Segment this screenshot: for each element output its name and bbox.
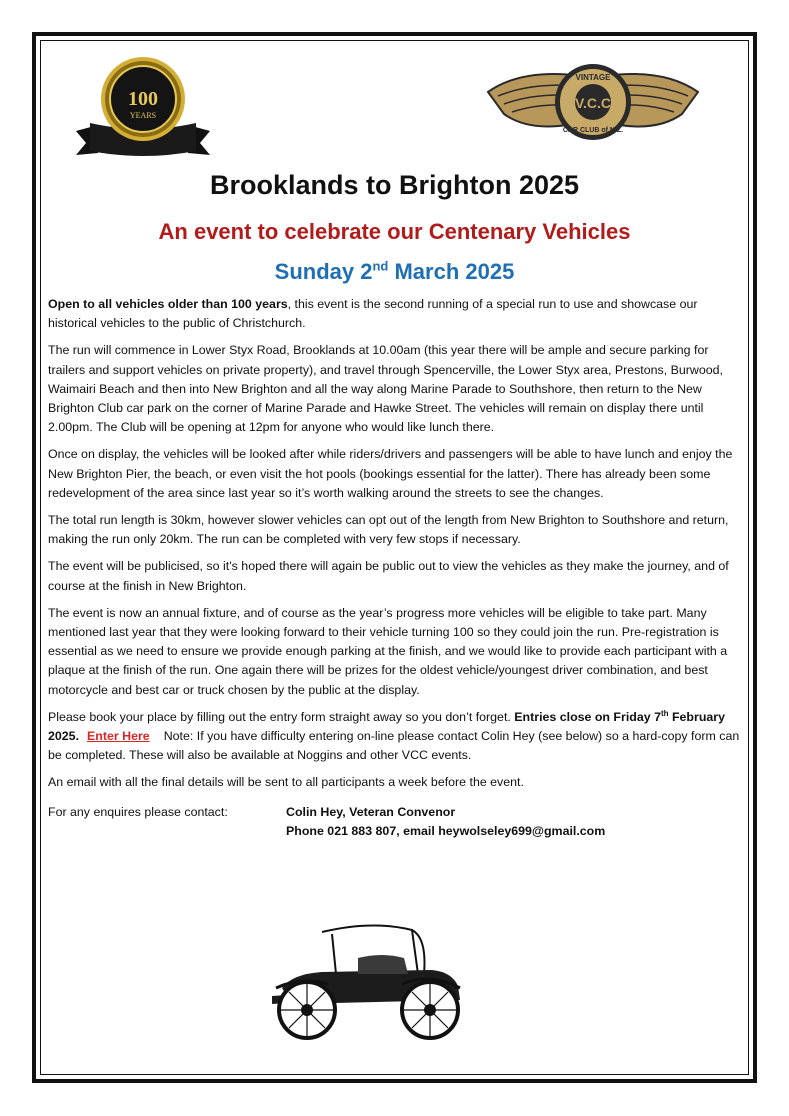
logo-top-text: VINTAGE bbox=[575, 73, 611, 82]
logo-bottom-text: CAR CLUB of N.Z. bbox=[562, 127, 624, 134]
paragraph-publicity: The event will be publicised, so it’s hoped there will again be public out to view the vehicles as they make the journey, and of course at the finish in New Brighton. bbox=[48, 559, 729, 593]
contact-block bbox=[48, 803, 742, 841]
paragraph-intro: Open to all vehicles older than 100 years, this event is the second running of a special run to use and showcase our historical vehicles to the public of Christchurch. bbox=[48, 297, 698, 331]
vcc-winged-logo-icon bbox=[482, 62, 704, 150]
contact-details bbox=[286, 803, 605, 841]
paragraph-route: The run will commence in Lower Styx Road, Brooklands at 10.00am (this year there will be ample and secure parking for trailers and support vehicles on private property), and travel through Spencerville, the Lower Styx area, Prestons, Burwood, Waimairi Beach and then into New Brighton and all the way along Marine Parade to Southshore, then return to the New Brighton Club car park on the corner of Marine Parade and Hawke Street. The vehicles will remain on display there until 2.00pm. The Club will be opening at 12pm for anyone who would like lunch there. bbox=[48, 343, 723, 435]
badge-word: YEARS bbox=[129, 111, 157, 120]
enter-here-link[interactable]: Enter Here bbox=[87, 729, 150, 744]
page-subtitle: An event to celebrate our Centenary Vehicles bbox=[158, 219, 631, 244]
paragraph-length: The total run length is 30km, however slower vehicles can opt out of the length from New Brighton to Southshore and return, making the run only 20km. The run can be completed with very few stops if necessary. bbox=[48, 513, 729, 547]
logo-center-text: V.C.C bbox=[574, 95, 612, 111]
badge-number: 100 bbox=[128, 88, 158, 110]
paragraph-email: An email with all the final details will be sent to all participants a week before the event. bbox=[48, 775, 524, 790]
paragraph-booking: Please book your place by filling out the entry form straight away so you don’t forget. Entries close on Friday 7th February 2025. Enter Here Note: If you have difficulty entering on-line please contact Colin Hey (see below) so a hard-copy form can be completed. These will also be available at Noggins and other VCC events. bbox=[48, 708, 740, 763]
100-years-badge-icon bbox=[68, 55, 218, 165]
paragraph-fixture: The event is now an annual fixture, and of course as the year’s progress more vehicles will be eligible to take part. Many mentioned last year that they were looking forward to their vehicle turning 100 so they could join the run. Pre-registration is essential as we need to ensure we provide enough parking at the finish, and we would like to provide each participant with a plaque at the finish of the run. One again there will be prizes for the oldest vehicle/youngest driver combination, and best motorcycle and best car or truck chosen by the public at the display. bbox=[48, 605, 728, 697]
page-title: Brooklands to Brighton 2025 bbox=[209, 170, 580, 200]
body-content bbox=[48, 295, 742, 841]
vintage-car-illustration-icon bbox=[262, 918, 477, 1043]
paragraph-display: Once on display, the vehicles will be looked after while riders/drivers and passengers will be able to have lunch and enjoy the New Brighton Pier, the beach, or even visit the hot pools (bookings essential for the latter). There has already been some redevelopment of the area since last year so it’s worth walking around the streets to see the changes. bbox=[48, 447, 733, 500]
contact-label: For any enquires please contact: bbox=[48, 804, 228, 819]
contact-name: Colin Hey, Veteran Convenor bbox=[286, 804, 456, 819]
event-date: Sunday 2nd March 2025 bbox=[274, 258, 515, 284]
contact-phone-email: Phone 021 883 807, email heywolseley699@gmail.com bbox=[286, 823, 606, 838]
